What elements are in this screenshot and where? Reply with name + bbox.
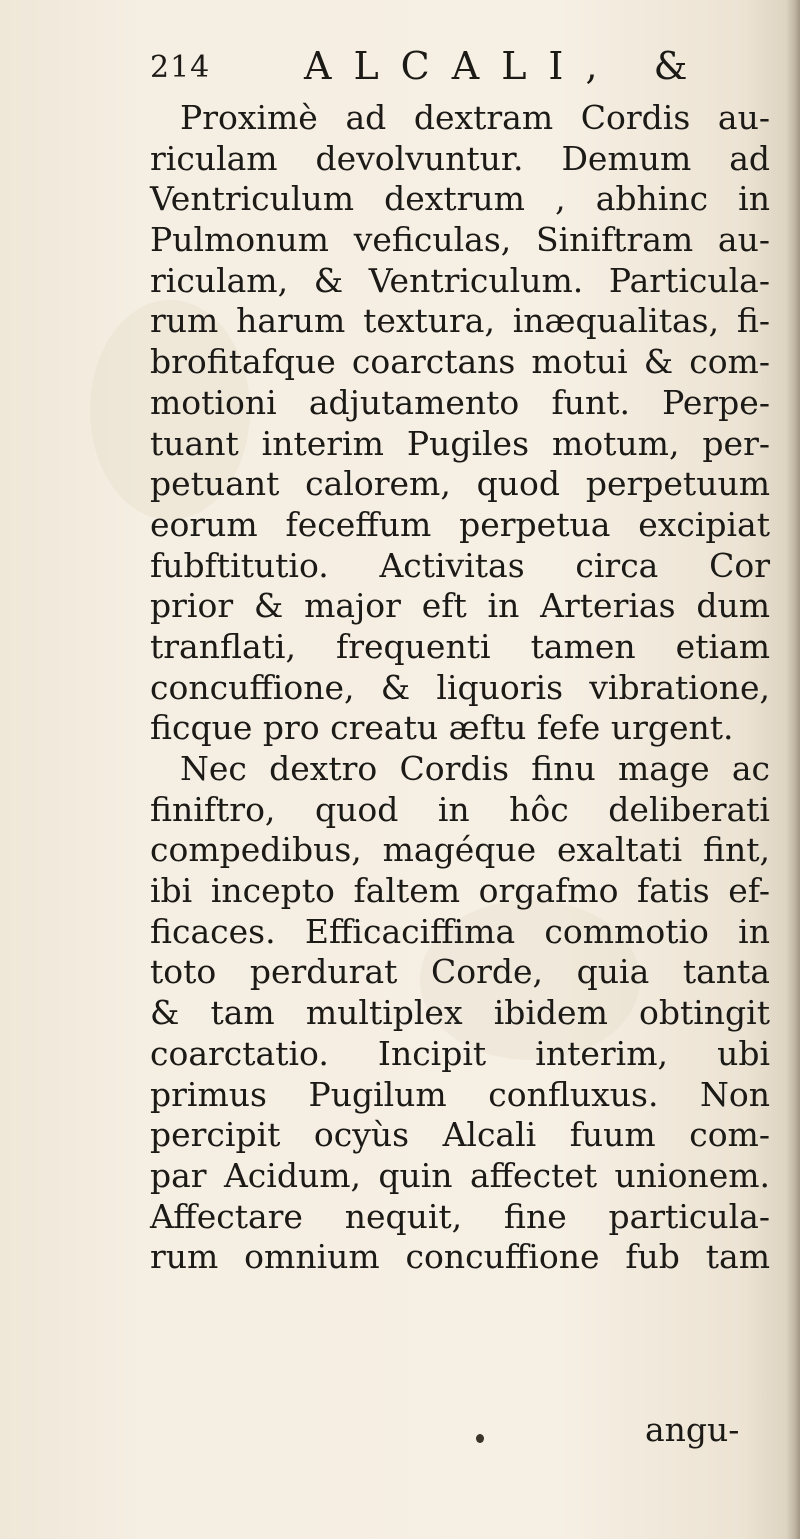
running-head: ALCALI, & (304, 44, 710, 88)
text-line: toto perdurat Corde, quia tanta (150, 952, 770, 992)
text-line: fubftitutio. Activitas circa Cor (150, 545, 770, 585)
text-line: brofitafque coarctans motui & com- (150, 342, 770, 382)
catchword: angu- (645, 1410, 740, 1449)
text-line: riculam, & Ventriculum. Particula- (150, 260, 770, 300)
text-line: Ventriculum dextrum , abhinc in (150, 179, 770, 219)
text-line: coarctatio. Incipit interim, ubi (150, 1033, 770, 1073)
body-text (150, 98, 770, 1278)
text-line: ficque pro creatu æftu fefe urgent. (150, 708, 734, 748)
text-line: tuant interim Pugiles motum, per- (150, 423, 770, 463)
text-line: petuant calorem, quod perpetuum (150, 464, 770, 504)
text-line: finiftro, quod in hôc deliberati (150, 789, 770, 829)
ink-spot (476, 1434, 484, 1443)
text-line: ficaces. Efficaciffima commotio in (150, 911, 770, 951)
text-line: & tam multiplex ibidem obtingit (150, 993, 770, 1033)
text-line: eorum feceffum perpetua excipiat (150, 504, 770, 544)
text-line: rum harum textura, inæqualitas, fi- (150, 301, 770, 341)
text-line: riculam devolvuntur. Demum ad (150, 138, 770, 178)
text-line: tranflati, frequenti tamen etiam (150, 626, 770, 666)
text-line: ibi incepto faltem orgafmo fatis ef- (150, 871, 770, 911)
text-line: primus Pugilum confluxus. Non (150, 1074, 770, 1114)
text-line: rum omnium concuffione fub tam (150, 1237, 770, 1277)
page-number: 214 (150, 50, 211, 85)
page-header (150, 44, 750, 94)
text-line: concuffione, & liquoris vibratione, (150, 667, 770, 707)
text-line: par Acidum, quin affectet unionem. (150, 1155, 770, 1195)
text-line: Affectare nequit, fine particula- (150, 1196, 770, 1236)
text-line: Proximè ad dextram Cordis au- (180, 98, 770, 137)
text-line: compedibus, magéque exaltati fint, (150, 830, 770, 870)
text-line: percipit ocyùs Alcali fuum com- (150, 1115, 770, 1155)
text-line: motioni adjutamento funt. Perpe- (150, 382, 770, 422)
page-edge-shadow (786, 0, 800, 1539)
text-line: prior & major eft in Arterias dum (150, 586, 770, 626)
text-line: Pulmonum veficulas, Siniftram au- (150, 220, 770, 260)
text-line: Nec dextro Cordis finu mage ac (180, 749, 770, 788)
